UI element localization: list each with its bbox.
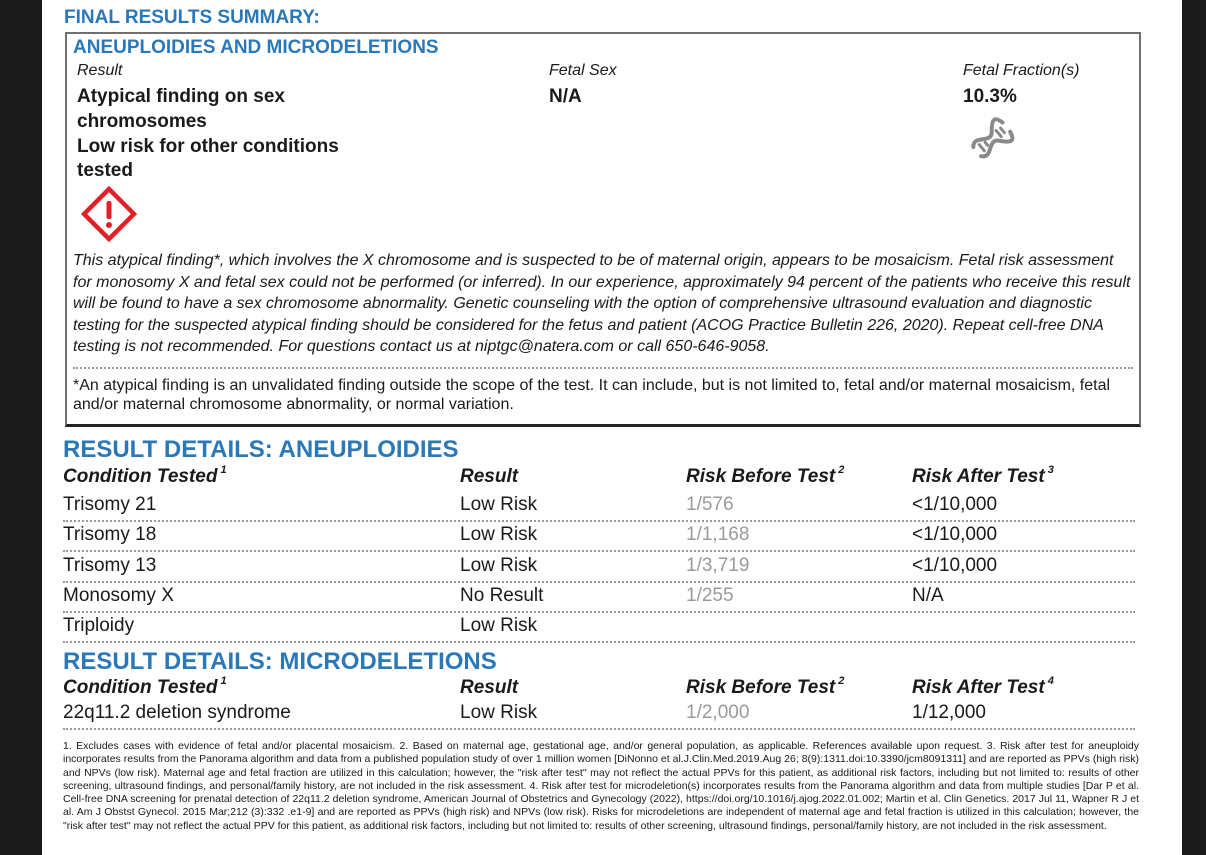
dna-icon (965, 114, 1017, 166)
cell-risk-before: 1/255 (686, 585, 734, 606)
result-line-3: Low risk for other conditions (77, 136, 339, 157)
cell-result: Low Risk (460, 555, 538, 576)
cell-risk-after: N/A (912, 585, 944, 606)
table-row (63, 520, 1135, 552)
table-row (63, 551, 1135, 583)
cell-condition: Trisomy 18 (63, 524, 157, 545)
header-risk-before: Risk Before Test $^2$ (686, 675, 845, 698)
fetal-fraction-value: 10.3% (963, 86, 1017, 107)
table-row (63, 581, 1135, 613)
cell-result: Low Risk (460, 524, 538, 545)
cell-condition: 22q11.2 deletion syndrome (63, 702, 291, 723)
cell-condition: Trisomy 13 (63, 555, 157, 576)
cell-risk-before: 1/3,719 (686, 555, 750, 576)
atypical-finding-paragraph: This atypical finding*, which involves the X chromosome and is suspected to be of maternal origin, appears to be mosaicism. Fetal risk assessment for monosomy X and fetal sex could not be performed (or inferred). In our experience, approximately 94 percent of the patients who receive this result will be found to have a sex chromosome abnormality. Genetic counseling with the option of comprehensive ultrasound evaluation and diagnostic testing for the suspected atypical finding should be considered for the fetus and patient (ACOG Practice Bulletin 226, 2020). Repeat cell-free DNA testing is not recommended. For questions contact us at niptgc@natera.com or call 650-646-9058. (73, 252, 1131, 355)
aneuploidies-header-row (63, 462, 1135, 492)
cell-risk-after: <1/10,000 (912, 494, 998, 515)
cell-result: Low Risk (460, 702, 538, 723)
summary-box-title: ANEUPLOIDIES AND MICRODELETIONS (73, 37, 439, 58)
header-risk-before: Risk Before Test $^2$ (686, 464, 845, 487)
cell-result: No Result (460, 585, 544, 606)
final-results-title: FINAL RESULTS SUMMARY: (64, 7, 320, 28)
result-label: Result (77, 62, 123, 79)
warning-diamond-icon (81, 186, 137, 242)
fetal-sex-value: N/A (549, 86, 582, 107)
cell-risk-before: 1/576 (686, 494, 734, 515)
atypical-finding-note: *An atypical finding is an unvalidated finding outside the scope of the test. It can include, but is not limited to, fetal and/or maternal mosaicism, fetal and/or maternal chromosome abnormality, or normal variation. (73, 377, 1111, 413)
cell-condition: Trisomy 21 (63, 494, 157, 515)
table-row (63, 490, 1135, 522)
header-result: Result (460, 677, 519, 698)
aneuploidies-title: RESULT DETAILS: ANEUPLOIDIES (63, 436, 459, 463)
table-row (63, 698, 1135, 730)
header-risk-after: Risk After Test $^3$ (912, 464, 1054, 487)
cell-risk-after: <1/10,000 (912, 555, 998, 576)
cell-result: Low Risk (460, 494, 538, 515)
header-risk-after: Risk After Test $^4$ (912, 675, 1054, 698)
footnotes: 1. Excludes cases with evidence of fetal and/or placental mosaicism. 2. Based on maternal age, gestational age, and/or general population, as applicable. References available upon request. 3. Risk after test for aneuploidy incorporates results from the Panorama algorithm and data from a published population study of over 1 million women [DiNonno et al.J.Clin.Med.2019.Aug 26; 8(9):1311.doi:10.3390/jcm8091311] and are reported as PPVs (high risk) and NPVs (low risk). Maternal age and fetal fraction are utilized in this calculation; however, the "risk after test" may not reflect the actual PPVs for this patient, as additional risk factors, including but not limited to: results of other screening, ultrasound findings, and personal/family history, are not included in the risk assessment. 4. Risk after test for microdeletion(s) incorporates results from the Panorama algorithm and data from multiple studies [Dar P et al. Cell-free DNA screening for prenatal detection of 22q11.2 deletion syndrome, American Journal of Obstetrics and Gynecology (2022), https://doi.org/10.1016/j.ajog.2022.01.002; Martin et al. Clin Genetics. 2017 Jul 11, Wapner R J et al. Am J Obstst Gynecol. 2015 Mar;212 (3):332 .e1-9] and are reported as PPVs (high risk) and NPVs (low risk). Risks for microdeletions are independent of maternal age and fetal fraction is utilized in this calculation; however, the "risk after test" may not reflect the actual PPV for this patient, as additional risk factors, including but not limited to: results of other screening, ultrasound findings, personal/family history, are not included in the risk assessment. (63, 740, 1139, 832)
cell-result: Low Risk (460, 615, 538, 636)
cell-risk-before: 1/2,000 (686, 702, 750, 723)
header-condition: Condition Tested $^1$ (63, 464, 227, 487)
header-result: Result (460, 466, 519, 487)
fetal-fraction-label: Fetal Fraction(s) (963, 62, 1080, 79)
summary-box (65, 32, 1141, 427)
table-row (63, 611, 1135, 643)
cell-risk-after: 1/12,000 (912, 702, 986, 723)
cell-condition: Triploidy (63, 615, 135, 636)
dotted-divider (73, 367, 1133, 369)
result-line-4: tested (77, 160, 133, 181)
cell-risk-before: 1/1,168 (686, 524, 750, 545)
header-condition: Condition Tested $^1$ (63, 675, 227, 698)
fetal-sex-label: Fetal Sex (549, 62, 617, 79)
cell-condition: Monosomy X (63, 585, 174, 606)
result-line-1: Atypical finding on sex (77, 86, 285, 107)
result-line-2: chromosomes (77, 111, 207, 132)
cell-risk-after: <1/10,000 (912, 524, 998, 545)
microdeletions-title: RESULT DETAILS: MICRODELETIONS (63, 648, 497, 675)
report-page (42, 0, 1182, 855)
